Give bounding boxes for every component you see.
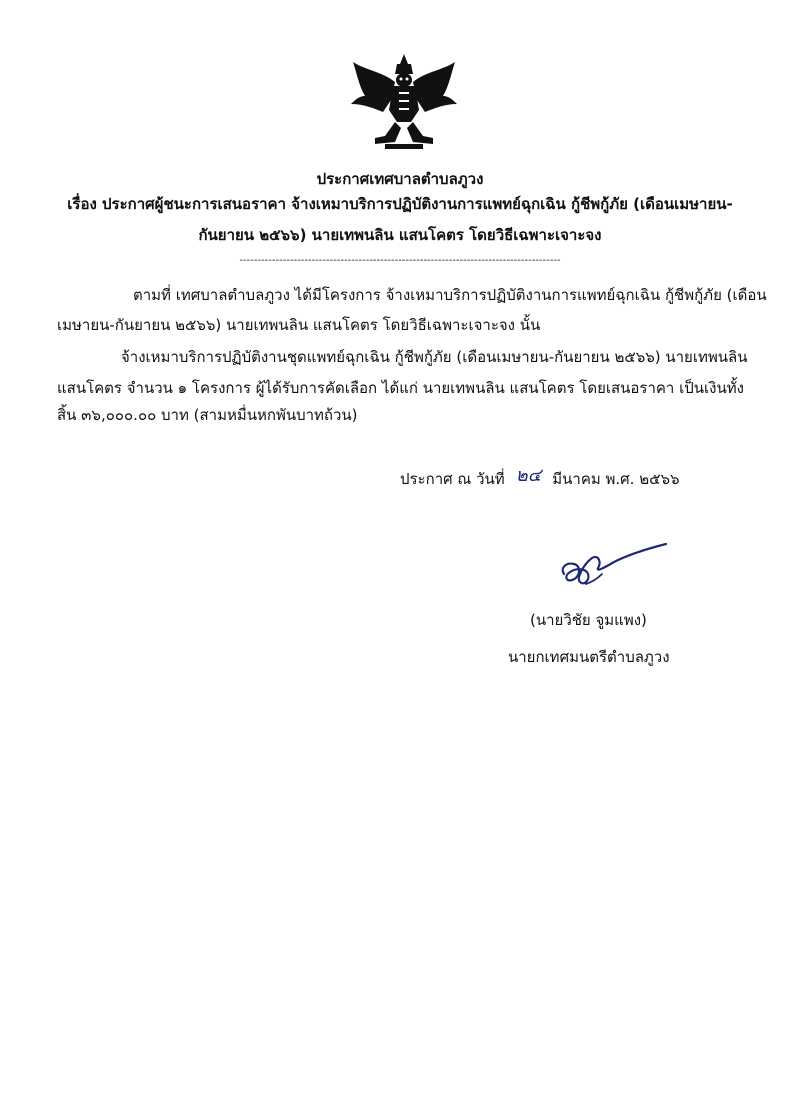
paragraph-2-line-1: จ้างเหมาบริการปฏิบัติงานชุดแพทย์ฉุกเฉิน กู้ชีพกู้ภัย (เดือนเมษายน-กันยายน ๒๕๖๖) นายเทพนลิน — [121, 348, 748, 366]
subject-line-1: เรื่อง ประกาศผู้ชนะการเสนอราคา จ้างเหมาบริการปฏิบัติงานการแพทย์ฉุกเฉิน กู้ชีพกู้ภัย (เดือนเมษายน- — [67, 195, 733, 213]
handwritten-signature — [558, 538, 670, 590]
signatory-position: นายกเทศมนตรีตำบลภูวง — [508, 648, 670, 666]
garuda-emblem-icon — [345, 52, 463, 152]
paragraph-2-line-3: สิ้น ๓๖,๐๐๐.๐๐ บาท (สามหมื่นหกพันบาทถ้วน) — [57, 406, 358, 424]
subject-line-2: กันยายน ๒๕๖๖) นายเทพนลิน แสนโคตร โดยวิธีเฉพาะเจาะจง — [198, 226, 602, 244]
announcement-suffix: มีนาคม พ.ศ. ๒๕๖๖ — [552, 470, 680, 488]
signatory-name: (นายวิชัย จูมแพง) — [530, 611, 647, 629]
handwritten-day: ๒๔ — [515, 465, 542, 486]
document-title: ประกาศเทศบาลตำบลภูวง — [316, 170, 484, 188]
paragraph-1-line-1: ตามที่ เทศบาลตำบลภูวง ได้มีโครงการ จ้างเหมาบริการปฏิบัติงานการแพทย์ฉุกเฉิน กู้ชีพกู้ภัย (เดือน — [133, 286, 767, 304]
announcement-date — [400, 465, 680, 490]
announcement-prefix: ประกาศ ณ วันที่ — [400, 470, 505, 488]
paragraph-2-line-2: แสนโคตร จำนวน ๑ โครงการ ผู้ได้รับการคัดเลือก ได้แก่ นายเทพนลิน แสนโคตร โดยเสนอราคา เป็นเงินทั้ง — [57, 379, 744, 397]
paragraph-1-line-2: เมษายน-กันยายน ๒๕๖๖) นายเทพนลิน แสนโคตร โดยวิธีเฉพาะเจาะจง นั้น — [57, 316, 541, 334]
divider: ----------------------------------------------------------------------------------------- — [239, 255, 561, 266]
